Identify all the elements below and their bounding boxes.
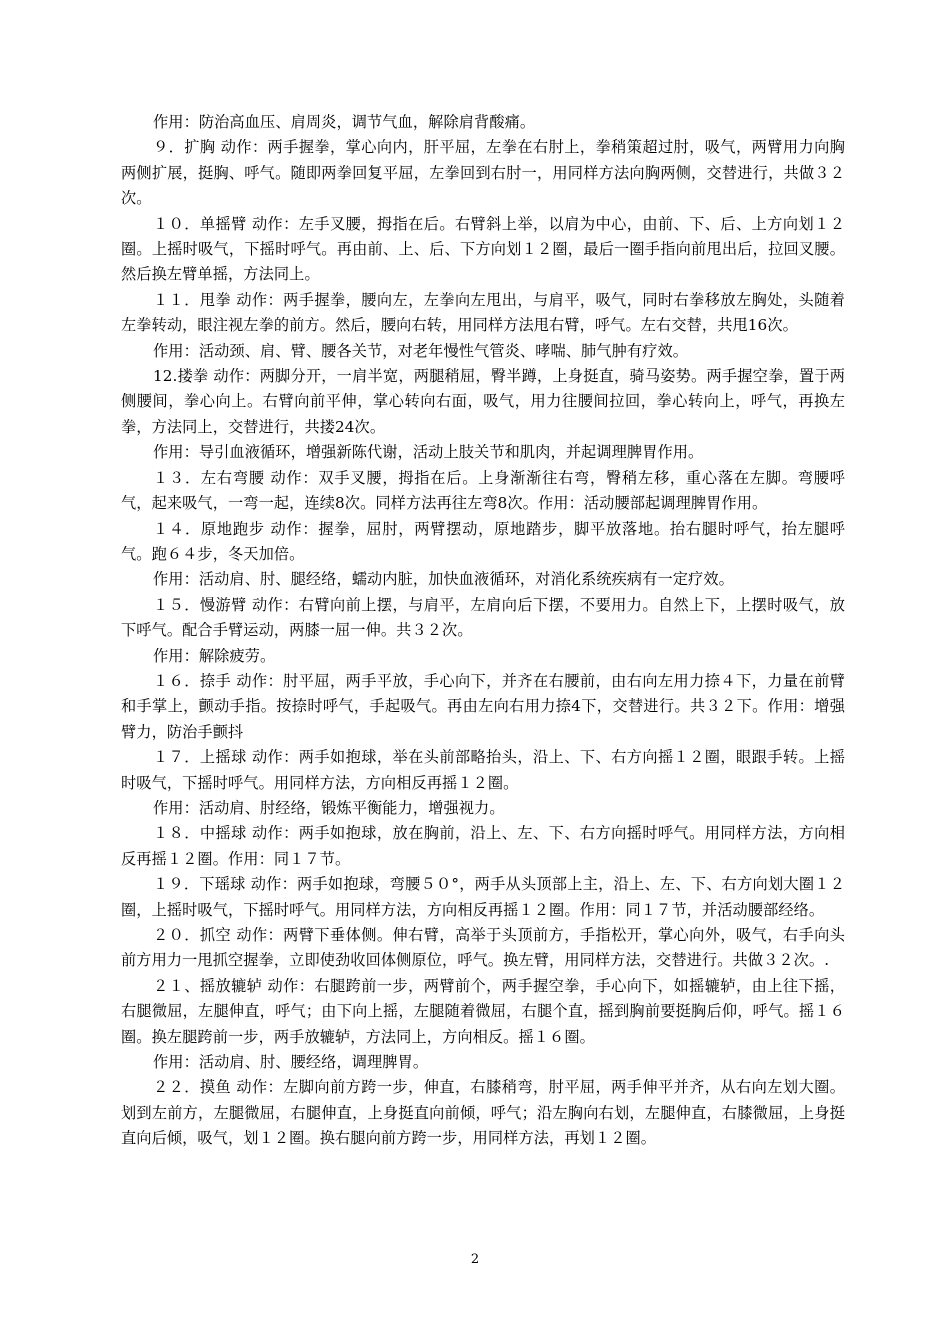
paragraph: １９．下瑶球 动作：两手如抱球，弯腰５０°，两手从头顶部上主，沿上、左、下、右方向划大圈１２圈，上摇时吸气，下摇时呼气。用同样方法，方向相反再摇１２圈。作用：同１７节，并活动腰部经络。 <box>121 875 845 919</box>
paragraph: １３．左右弯腰 动作：双手叉腰，拇指在后。上身渐渐往右弯，臀稍左移，重心落在左脚。弯腰呼气，起来吸气，一弯一起，连续8次。同样方法再往左弯8次。作用：活动腰部起调理脾胃作用。 <box>121 468 845 513</box>
paragraph: ２２．摸鱼 动作：左脚向前方跨一步，伸直，右膝稍弯，肘平屈，两手伸平并齐，从右向左划大圈。划到左前方，左腿微屈，右腿伸直，上身挺直向前倾，呼气；沿左胸向右划，左腿伸直，右膝微屈，上身挺直向后倾，吸气，划１２圈。换右腿向前方跨一步，用同样方法，再划１２圈。 <box>121 1078 845 1148</box>
paragraph: １０．单摇臂 动作：左手叉腰，拇指在后。右臂斜上举，以肩为中心，由前、下、后、上方向划１２圈。上摇时吸气，下摇时呼气。再由前、上、后、下方向划１２圈，最后一圈手指向前甩出后，拉回叉腰。然后换左臂单摇，方法同上。 <box>121 214 845 284</box>
paragraph: 作用：活动肩、肘经络，锻炼平衡能力，增强视力。 <box>153 798 505 817</box>
paragraph: １５．慢游臂 动作：右臂向前上摆，与肩平，左肩向后下摆，不要用力。自然上下，上摆时吸气，放下呼气。配合手臂运动，两膝一屈一伸。共３２次。 <box>121 595 845 640</box>
paragraph: １８．中摇球 动作：两手如抱球，放在胸前，沿上、左、下、右方向摇时呼气。用同样方法，方向相反再摇１２圈。作用：同１７节。 <box>121 824 845 868</box>
paragraph: １４．原地跑步 动作：握拳，屈肘，两臂摆动，原地踏步，脚平放落地。抬右腿时呼气，抬左腿呼气。跑６４步，冬天加倍。 <box>121 519 845 563</box>
paragraph: 作用：活动肩、肘、腰经络，调理脾胃。 <box>153 1053 429 1072</box>
document-body <box>121 110 845 1152</box>
page-number: 2 <box>470 1252 480 1267</box>
paragraph: 作用：防治高血压、肩周炎，调节气血，解除肩背酸痛。 <box>153 113 536 131</box>
paragraph: ９．扩胸 动作：两手握拳，掌心向内，肝平屈，左拳在右肘上，拳稍策超过肘，吸气，两臂用力向胸两侧扩展，挺胸、呼气。随即两拳回复平屈，左拳回到右肘一，用同样方法向胸两侧，交替进行，共做３２次。 <box>121 138 845 208</box>
paragraph: 作用：活动颈、肩、臂、腰各关节，对老年慢性气管炎、哮喘、肺气肿有疗效。 <box>153 341 689 360</box>
paragraph: 作用：活动肩、肘、腿经络，蠕动内脏，加快血液循环，对消化系统疾病有一定疗效。 <box>153 570 734 589</box>
paragraph: １７．上摇球 动作：两手如抱球，举在头前部略抬头，沿上、下、右方向摇１２圈，眼跟手转。上摇时吸气，下摇时呼气。用同样方法，方向相反再摇１２圈。 <box>121 748 845 792</box>
paragraph: 作用：导引血液循环，增强新陈代谢，活动上肢关节和肌肉，并起调理脾胃作用。 <box>153 443 704 462</box>
paragraph: １１．甩拳 动作：两手握拳，腰向左，左拳向左甩出，与肩平，吸气，同时右拳移放左胸处，头随着左拳转动，眼注视左拳的前方。然后，腰向右转，用同样方法甩右臂，呼气。左右交替，共甩16次。 <box>121 290 845 335</box>
paragraph: ２１、摇放辘轳 动作：右腿跨前一步，两臂前个，两手握空拳，手心向下，如摇辘轳，由上往下摇，右腿微屈，左腿伸直，呼气；由下向上摇，左腿随着微屈，右腿个直，摇到胸前要挺胸后仰，呼气。摇１６圈。换左腿跨前一步，两手放辘轳，方法同上，方向相反。摇１６圈。 <box>121 976 845 1046</box>
paragraph: ２０．抓空 动作：两臂下垂体侧。伸右臂，高举于头顶前方，手指松开，掌心向外，吸气，右手向头前方用力一甩抓空握拳，立即使劲收回体侧原位，呼气。换左臂，用同样方法，交替进行。共做３２次。. <box>121 926 845 970</box>
paragraph: 作用：解除疲劳。 <box>153 646 276 665</box>
paragraph: １６．捺手 动作：肘平屈，两手平放，手心向下，并齐在右腰前，由右向左用力捺４下，力量在前臂和手掌上，颤动手指。按捺时呼气，手起吸气。再由左向右用力捺4下，交替进行。共３２下。作用：增强臂力，防治手颤抖 <box>121 671 845 741</box>
paragraph: 12.搂拳 动作：两脚分开，一肩半宽，两腿稍屈，臀半蹲，上身挺直，骑马姿势。两手握空拳，置于两侧腰间，拳心向上。右臂向前平伸，掌心转向右面，吸气，用力往腰间拉回，拳心转向上，呼气，再换左拳，方法同上，交替进行，共搂24次。 <box>121 367 845 436</box>
